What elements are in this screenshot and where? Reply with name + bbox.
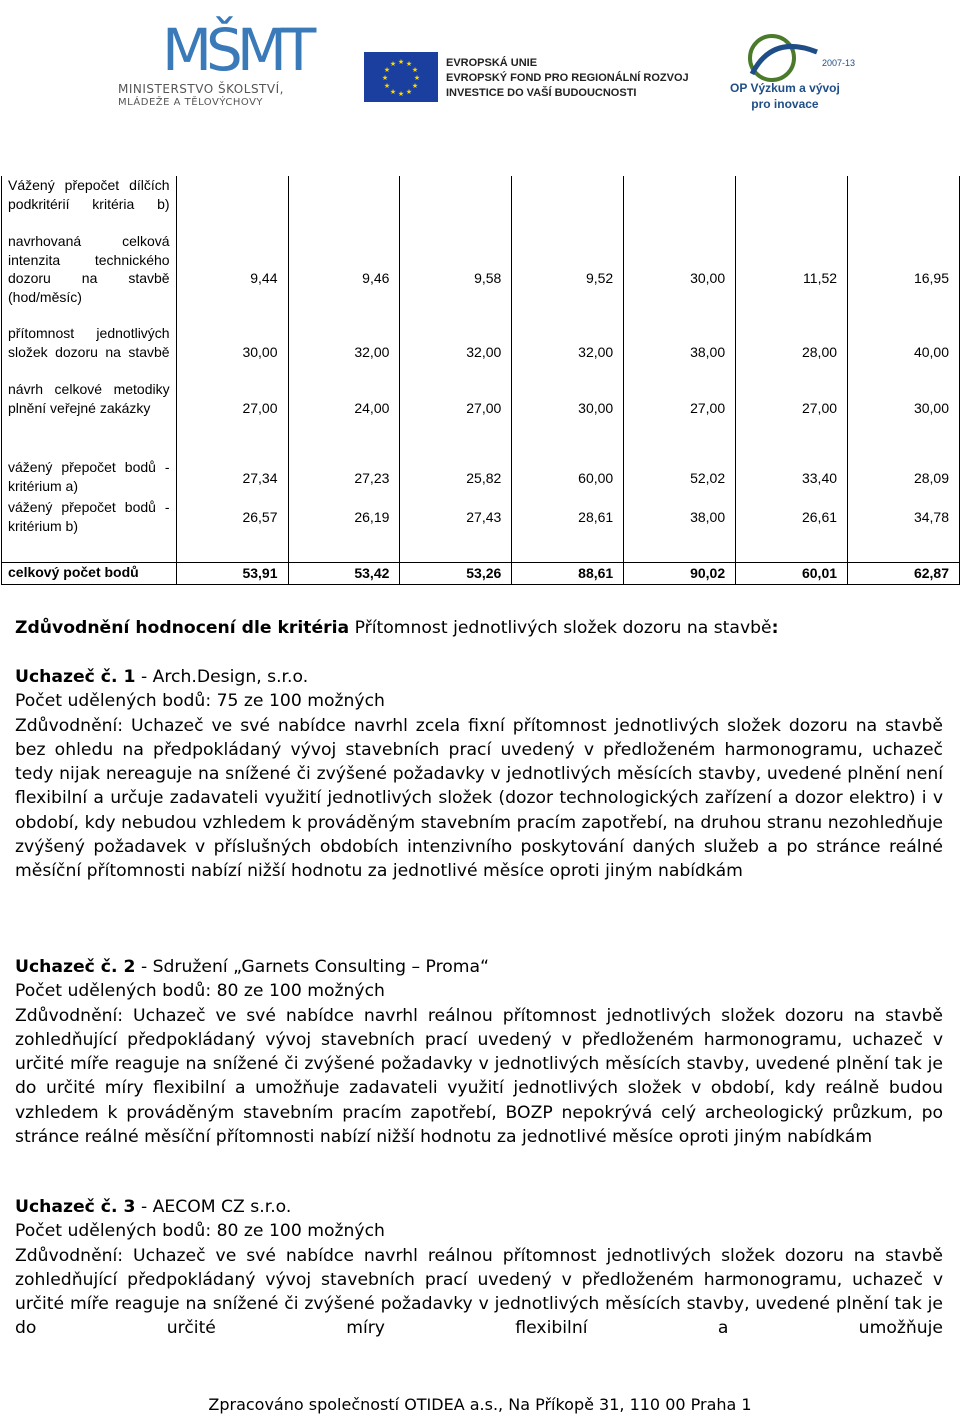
op-line2: pro inovace — [751, 97, 819, 111]
row-label: přítomnost jednotlivých složek dozoru na stavbě — [2, 324, 177, 380]
candidate-reason: Zdůvodnění: Uchazeč ve své nabídce navrhl zcela fixní přítomnost jednotlivých složek dozoru na stavbě bez ohledu na předpokládaný vývoj stavebních prací uvedený v předloženém harmonogramu, uchazeč tedy nijak nereaguje na snížené či zvýšené požadavky v jednotlivých měsících stavby, uvedené plnění není flexibilní a určuje zadavateli využití jednotlivých složek (dozor technologických zařízení a dozor elektro) i v období, kdy nebudou vzhledem k prováděným stavebním pracím zapotřebí, na druhou stranu nezohledňuje zvýšený požadavek v příslušných obdobích intenzivního poskytování daných služeb a po stránce reálné měsíční přítomnosti nabízí nižší hodnotu za jednotlivé měsíce oproti jiným nabídkám — [15, 715, 943, 882]
table-cell — [288, 176, 400, 232]
candidate-reason: Zdůvodnění: Uchazeč ve své nabídce navrhl reálnou přítomnost jednotlivých složek dozoru na stavbě zohledňující předpokládaný vývoj stavebních prací uvedený v předloženém harmonogramu, uchazeč v určité míře reaguje na snížené či zvýšené požadavky v jednotlivých měsících stavby, uvedené plnění tak je do určité míry flexibilní a umožňuje zadavateli využití jednotlivých složek v období, kdy reálně budou vzhledem k prováděným stavebním pracím zapotřebí, BOZP nepokrývá celý archeologický průzkum, po stránce reálné měsíční přítomnosti nabízí nižší hodnotu za jednotlivé měsíce oproti jiným nabídkám — [15, 1005, 943, 1148]
heading-bold: Zdůvodnění hodnocení dle kritéria — [15, 618, 350, 638]
evaluation-table — [1, 176, 960, 585]
svg-text:★: ★ — [405, 60, 413, 68]
candidate-points: Počet udělených bodů: 75 ze 100 možných — [15, 691, 385, 712]
svg-text:★: ★ — [411, 66, 419, 74]
table-cell: 53,42 — [288, 562, 400, 584]
candidate-title-bold: Uchazeč č. 1 — [15, 667, 136, 687]
svg-text:★: ★ — [383, 82, 391, 90]
table-cell: 27,43 — [400, 498, 512, 536]
svg-text:★: ★ — [397, 58, 405, 66]
table-cell: 88,61 — [512, 562, 624, 584]
section-heading — [15, 618, 778, 638]
row-label: návrh celkové metodiky plnění veřejné zakázky — [2, 380, 177, 436]
table-cell: 52,02 — [624, 458, 736, 498]
table-cell: 38,00 — [624, 324, 736, 380]
row-label: Vážený přepočet dílčích podkritérií kritéria b) — [2, 176, 177, 232]
row-label: navrhovaná celková intenzita technického dozoru na stavbě (hod/měsíc) — [2, 232, 177, 324]
table-row-total — [2, 562, 960, 584]
table-cell: 38,00 — [624, 498, 736, 536]
table-row — [2, 324, 960, 380]
table-cell: 60,00 — [512, 458, 624, 498]
candidate-title-bold: Uchazeč č. 3 — [15, 1197, 136, 1217]
table-cell: 27,00 — [624, 380, 736, 436]
table-cell: 24,00 — [288, 380, 400, 436]
svg-text:★: ★ — [397, 90, 405, 98]
heading-rest: Přítomnost jednotlivých složek dozoru na stavbě — [349, 618, 772, 638]
msmt-mark: MŠMT — [162, 16, 311, 84]
candidate-title-bold: Uchazeč č. 2 — [15, 957, 136, 977]
eu-line2: EVROPSKÝ FOND PRO REGIONÁLNÍ ROZVOJ — [446, 72, 689, 84]
svg-text:★: ★ — [413, 74, 421, 82]
table-cell: 32,00 — [512, 324, 624, 380]
table-cell: 28,00 — [736, 324, 848, 380]
candidate-points: Počet udělených bodů: 80 ze 100 možných — [15, 1221, 385, 1242]
table-cell: 9,44 — [176, 232, 288, 324]
table-cell: 28,09 — [848, 458, 960, 498]
table-cell: 33,40 — [736, 458, 848, 498]
table-cell: 40,00 — [848, 324, 960, 380]
table-cell: 27,00 — [736, 380, 848, 436]
msmt-line2: MLÁDEŽE A TĚLOVÝCHOVY — [118, 97, 264, 108]
msmt-line1: MINISTERSTVO ŠKOLSTVÍ, — [118, 82, 284, 96]
table-cell: 9,58 — [400, 232, 512, 324]
svg-text:★: ★ — [411, 82, 419, 90]
candidate-title-rest: - AECOM CZ s.r.o. — [135, 1197, 292, 1217]
table-row — [2, 498, 960, 536]
table-cell: 34,78 — [848, 498, 960, 536]
row-label: celkový počet bodů — [2, 562, 177, 584]
table-cell: 26,19 — [288, 498, 400, 536]
eu-line1: EVROPSKÁ UNIE — [446, 57, 538, 69]
row-label: vážený přepočet bodů - kritérium a) — [2, 458, 177, 498]
candidate-2 — [15, 955, 943, 1149]
svg-text:★: ★ — [383, 66, 391, 74]
msmt-logo — [112, 16, 311, 108]
table-cell: 30,00 — [512, 380, 624, 436]
table-cell — [624, 176, 736, 232]
table-cell: 26,57 — [176, 498, 288, 536]
table-cell: 32,00 — [400, 324, 512, 380]
table-spacer-row — [2, 436, 960, 458]
table-cell: 9,46 — [288, 232, 400, 324]
table-cell: 26,61 — [736, 498, 848, 536]
op-years: 2007-13 — [822, 58, 856, 68]
table-cell: 90,02 — [624, 562, 736, 584]
table-row — [2, 232, 960, 324]
candidate-points: Počet udělených bodů: 80 ze 100 možných — [15, 981, 385, 1002]
table-cell: 62,87 — [848, 562, 960, 584]
table-cell: 25,82 — [400, 458, 512, 498]
table-cell: 28,61 — [512, 498, 624, 536]
op-line1: OP Výzkum a vývoj — [730, 81, 840, 95]
candidate-title-rest: - Arch.Design, s.r.o. — [135, 667, 309, 687]
table-cell — [176, 176, 288, 232]
table-cell: 53,91 — [176, 562, 288, 584]
candidate-title — [15, 1195, 943, 1219]
eu-flag-icon — [364, 52, 438, 102]
candidate-title — [15, 665, 943, 689]
table-cell: 27,00 — [176, 380, 288, 436]
candidate-title-rest: - Sdružení „Garnets Consulting – Proma“ — [135, 957, 489, 977]
table-row — [2, 176, 960, 232]
table-spacer-row — [2, 536, 960, 562]
table-cell: 60,01 — [736, 562, 848, 584]
candidate-reason: Zdůvodnění: Uchazeč ve své nabídce navrhl reálnou přítomnost jednotlivých složek dozoru na stavbě zohledňující předpokládaný vývoj stavebních prací uvedený v předloženém harmonogramu, uchazeč v určité míře reaguje na snížené či zvýšené požadavky v jednotlivých měsících stavby, uvedené plnění tak je do určité míry flexibilní a umožňuje — [15, 1245, 943, 1339]
table-cell: 30,00 — [176, 324, 288, 380]
candidate-1 — [15, 665, 943, 884]
table-cell: 30,00 — [624, 232, 736, 324]
table-cell — [736, 176, 848, 232]
table-cell — [848, 176, 960, 232]
svg-text:★: ★ — [389, 88, 397, 96]
candidate-3 — [15, 1195, 943, 1341]
table-cell: 30,00 — [848, 380, 960, 436]
table-cell: 27,34 — [176, 458, 288, 498]
table-row — [2, 380, 960, 436]
table-cell: 32,00 — [288, 324, 400, 380]
row-label: vážený přepočet bodů - kritérium b) — [2, 498, 177, 536]
table-row — [2, 458, 960, 498]
svg-text:★: ★ — [389, 60, 397, 68]
table-cell: 53,26 — [400, 562, 512, 584]
candidate-title — [15, 955, 943, 979]
heading-colon: : — [771, 618, 779, 638]
svg-text:★: ★ — [381, 74, 389, 82]
table-cell: 27,23 — [288, 458, 400, 498]
table-cell: 16,95 — [848, 232, 960, 324]
eu-text — [446, 56, 689, 101]
table-cell: 11,52 — [736, 232, 848, 324]
table-cell: 9,52 — [512, 232, 624, 324]
eu-line3: INVESTICE DO VAŠÍ BUDOUCNOSTI — [446, 87, 637, 99]
table-cell — [512, 176, 624, 232]
page-footer: Zpracováno společností OTIDEA a.s., Na Příkopě 31, 110 00 Praha 1 — [208, 1395, 752, 1414]
svg-text:★: ★ — [405, 88, 413, 96]
op-text — [730, 80, 840, 112]
table-cell — [400, 176, 512, 232]
table-cell: 27,00 — [400, 380, 512, 436]
